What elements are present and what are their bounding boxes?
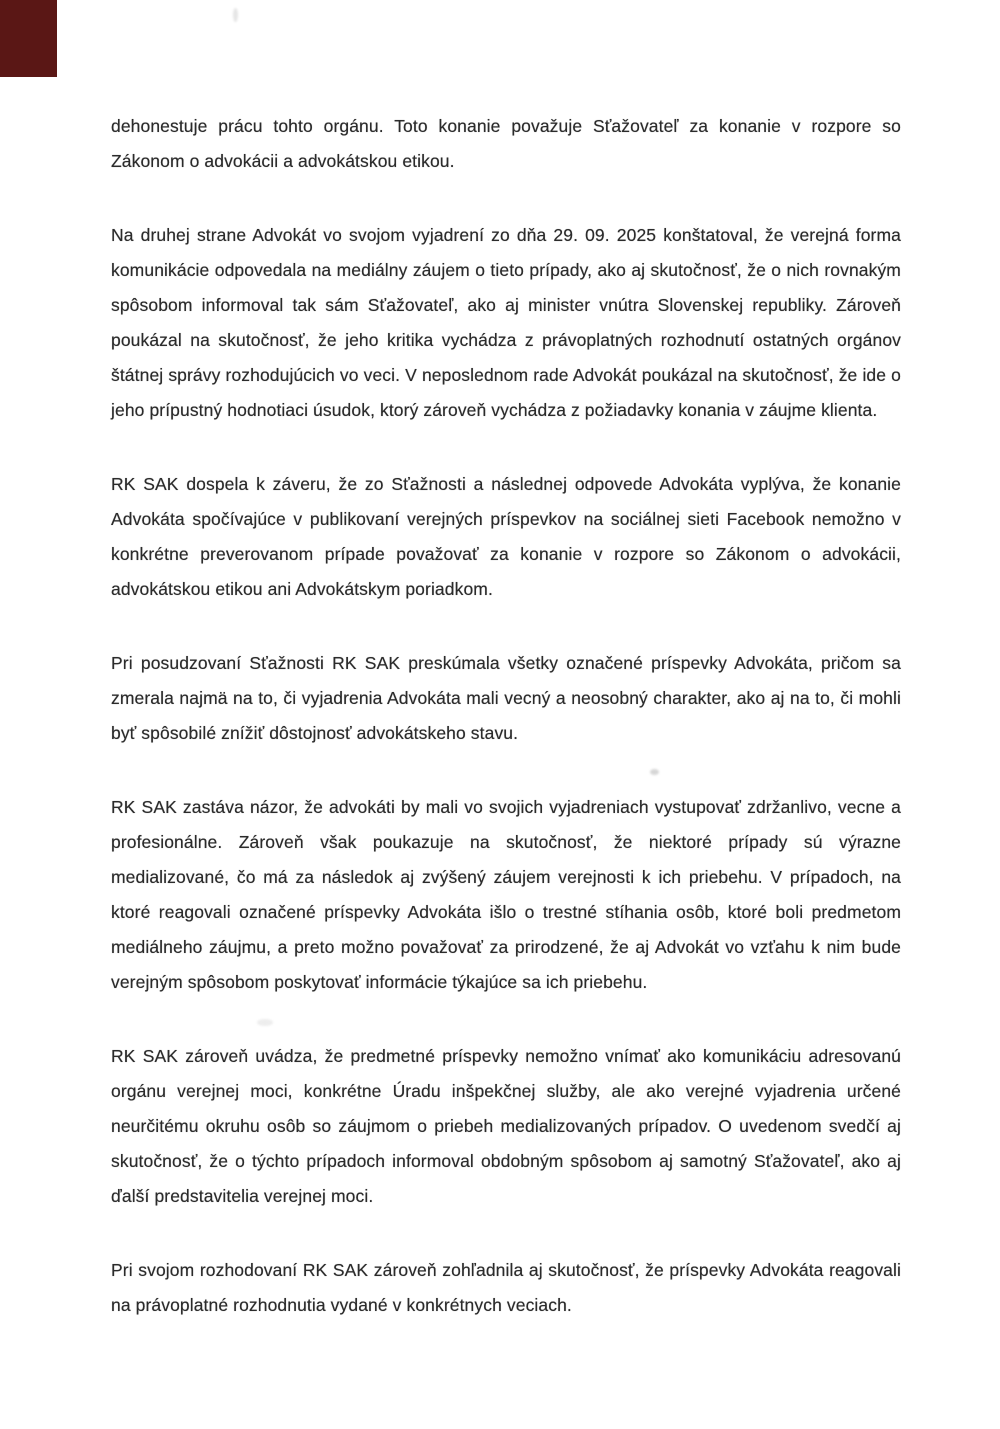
paragraph-4: Pri posudzovaní Sťažnosti RK SAK preskúmala všetky označené príspevky Advokáta, pričom sa zmerala najmä na to, či vyjadrenia Advokáta mali vecný a neosobný charakter, ako aj na to, či mohli byť spôsobilé znížiť dôstojnosť advokátskeho stavu. (111, 653, 901, 743)
document-body (111, 109, 901, 1362)
paragraph-6: RK SAK zároveň uvádza, že predmetné príspevky nemožno vnímať ako komunikáciu adresovanú orgánu verejnej moci, konkrétne Úradu inšpekčnej služby, ale ako verejné vyjadrenia určené neurčitému okruhu osôb so záujmom o priebeh medializovaných prípadov. O uvedenom svedčí aj skutočnosť, že o týchto prípadoch informoval obdobným spôsobom aj samotný Sťažovateľ, ako aj ďalší predstavitelia verejnej moci. (111, 1046, 901, 1206)
scan-corner-mark (0, 0, 57, 77)
paragraph-2: Na druhej strane Advokát vo svojom vyjadrení zo dňa 29. 09. 2025 konštatoval, že verejná forma komunikácie odpovedala na mediálny záujem o tieto prípady, ako aj skutočnosť, že o nich rovnakým spôsobom informoval tak sám Sťažovateľ, ako aj minister vnútra Slovenskej republiky. Zároveň poukázal na skutočnosť, že jeho kritika vychádza z právoplatných rozhodnutí ostatných orgánov štátnej správy rozhodujúcich vo veci. V neposlednom rade Advokát poukázal na skutočnosť, že ide o jeho prípustný hodnotiaci úsudok, ktorý zároveň vychádza z požiadavky konania v záujme klienta. (111, 225, 901, 420)
paragraph-7: Pri svojom rozhodovaní RK SAK zároveň zohľadnila aj skutočnosť, že príspevky Advokáta reagovali na právoplatné rozhodnutia vydané v konkrétnych veciach. (111, 1260, 901, 1315)
scan-artifact (233, 8, 238, 22)
paragraph-3: RK SAK dospela k záveru, že zo Sťažnosti a následnej odpovede Advokáta vyplýva, že konanie Advokáta spočívajúce v publikovaní verejných príspevkov na sociálnej sieti Facebook nemožno v konkrétne preverovanom prípade považovať za konanie v rozpore so Zákonom o advokácii, advokátskou etikou ani Advokátskym poriadkom. (111, 474, 901, 599)
paragraph-1: dehonestuje prácu tohto orgánu. Toto konanie považuje Sťažovateľ za konanie v rozpore so Zákonom o advokácii a advokátskou etikou. (111, 116, 901, 171)
paragraph-5: RK SAK zastáva názor, že advokáti by mali vo svojich vyjadreniach vystupovať zdržanlivo, vecne a profesionálne. Zároveň však poukazuje na skutočnosť, že niektoré prípady sú výrazne medializované, čo má za následok aj zvýšený záujem verejnosti k ich priebehu. V prípadoch, na ktoré reagovali označené príspevky Advokáta išlo o trestné stíhania osôb, ktoré boli predmetom mediálneho záujmu, a preto možno považovať za prirodzené, že aj Advokát vo vzťahu k nim bude verejným spôsobom poskytovať informácie týkajúce sa ich priebehu. (111, 797, 901, 992)
